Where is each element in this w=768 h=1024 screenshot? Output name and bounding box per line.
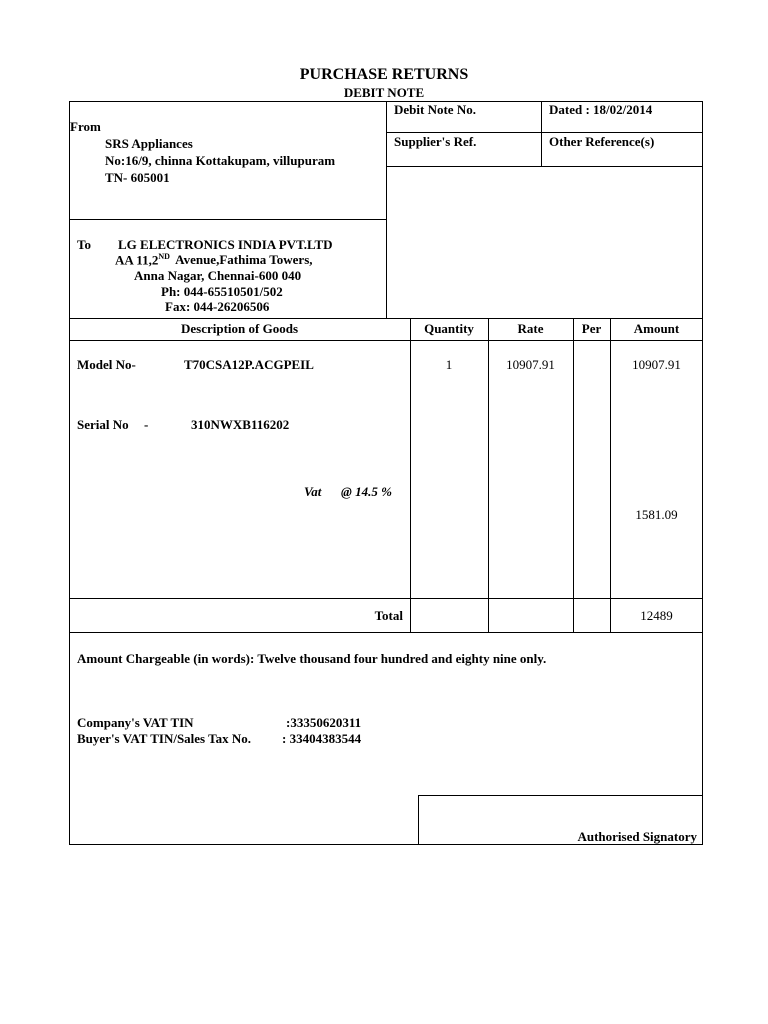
col-header-per: Per bbox=[581, 321, 602, 336]
amount-in-words: Amount Chargeable (in words): Twelve thousand four hundred and eighty nine only. bbox=[77, 651, 547, 666]
page-title: PURCHASE RETURNS bbox=[299, 66, 469, 83]
company-vat-tin-value: :33350620311 bbox=[286, 715, 362, 730]
page-subtitle: DEBIT NOTE bbox=[343, 85, 425, 100]
serial-no-label: Serial No bbox=[77, 417, 129, 432]
total-amount: 12489 bbox=[640, 608, 673, 623]
vat-amount: 1581.09 bbox=[635, 507, 678, 522]
vat-label: Vat bbox=[304, 484, 322, 499]
buyer-vat-tin-value: : 33404383544 bbox=[282, 731, 362, 746]
from-address-line2: TN- 605001 bbox=[105, 170, 170, 185]
from-to-divider bbox=[69, 219, 387, 220]
from-address-line1: No:16/9, chinna Kottakupam, villupuram bbox=[105, 153, 336, 168]
col-header-rate: Rate bbox=[517, 321, 544, 336]
col-header-description: Description of Goods bbox=[181, 321, 298, 336]
item-quantity: 1 bbox=[445, 357, 453, 372]
col-divider-per bbox=[573, 318, 574, 633]
to-address-line1-sup: ND bbox=[158, 252, 170, 261]
col-header-amount: Amount bbox=[633, 321, 680, 336]
to-fax: Fax: 044-26206506 bbox=[165, 299, 270, 314]
dated-label: Dated : 18/02/2014 bbox=[549, 102, 653, 117]
suppliers-ref-label: Supplier's Ref. bbox=[394, 134, 477, 149]
vat-rate: @ 14.5 % bbox=[341, 484, 392, 499]
serial-no-value: 310NWXB116202 bbox=[191, 417, 290, 432]
header-divider-v1 bbox=[386, 101, 387, 318]
from-name: SRS Appliances bbox=[105, 136, 193, 151]
to-label: To bbox=[77, 237, 91, 252]
to-phone: Ph: 044-65510501/502 bbox=[161, 284, 283, 299]
item-rate: 10907.91 bbox=[506, 357, 555, 372]
debit-note-no-label: Debit Note No. bbox=[394, 102, 476, 117]
header-divider-h2 bbox=[386, 166, 703, 167]
model-no-value: T70CSA12P.ACGPEIL bbox=[184, 357, 314, 372]
item-amount: 10907.91 bbox=[632, 357, 681, 372]
buyer-vat-tin-label: Buyer's VAT TIN/Sales Tax No. bbox=[77, 731, 251, 746]
company-vat-tin-label: Company's VAT TIN bbox=[77, 715, 194, 730]
from-label: From bbox=[70, 119, 101, 134]
column-header-bottom-line bbox=[69, 340, 703, 341]
to-name: LG ELECTRONICS INDIA PVT.LTD bbox=[118, 237, 333, 252]
serial-no-dash: - bbox=[144, 417, 149, 432]
to-address-line1-post: Avenue,Fathima Towers, bbox=[175, 252, 313, 268]
total-row-bottom-line bbox=[69, 632, 703, 633]
other-reference-label: Other Reference(s) bbox=[549, 134, 655, 149]
to-address-line1-pre: AA 11,2 bbox=[115, 252, 159, 268]
to-address-line2: Anna Nagar, Chennai-600 040 bbox=[134, 268, 302, 283]
header-bottom-line bbox=[69, 318, 703, 319]
total-label: Total bbox=[374, 608, 403, 623]
header-divider-v2 bbox=[541, 101, 542, 167]
to-address-line1 bbox=[115, 252, 313, 268]
model-no-label: Model No- bbox=[77, 357, 136, 372]
authorised-signatory: Authorised Signatory bbox=[577, 829, 697, 844]
header-divider-h1 bbox=[386, 132, 703, 133]
col-header-quantity: Quantity bbox=[424, 321, 474, 336]
total-row-top-line bbox=[69, 598, 703, 599]
